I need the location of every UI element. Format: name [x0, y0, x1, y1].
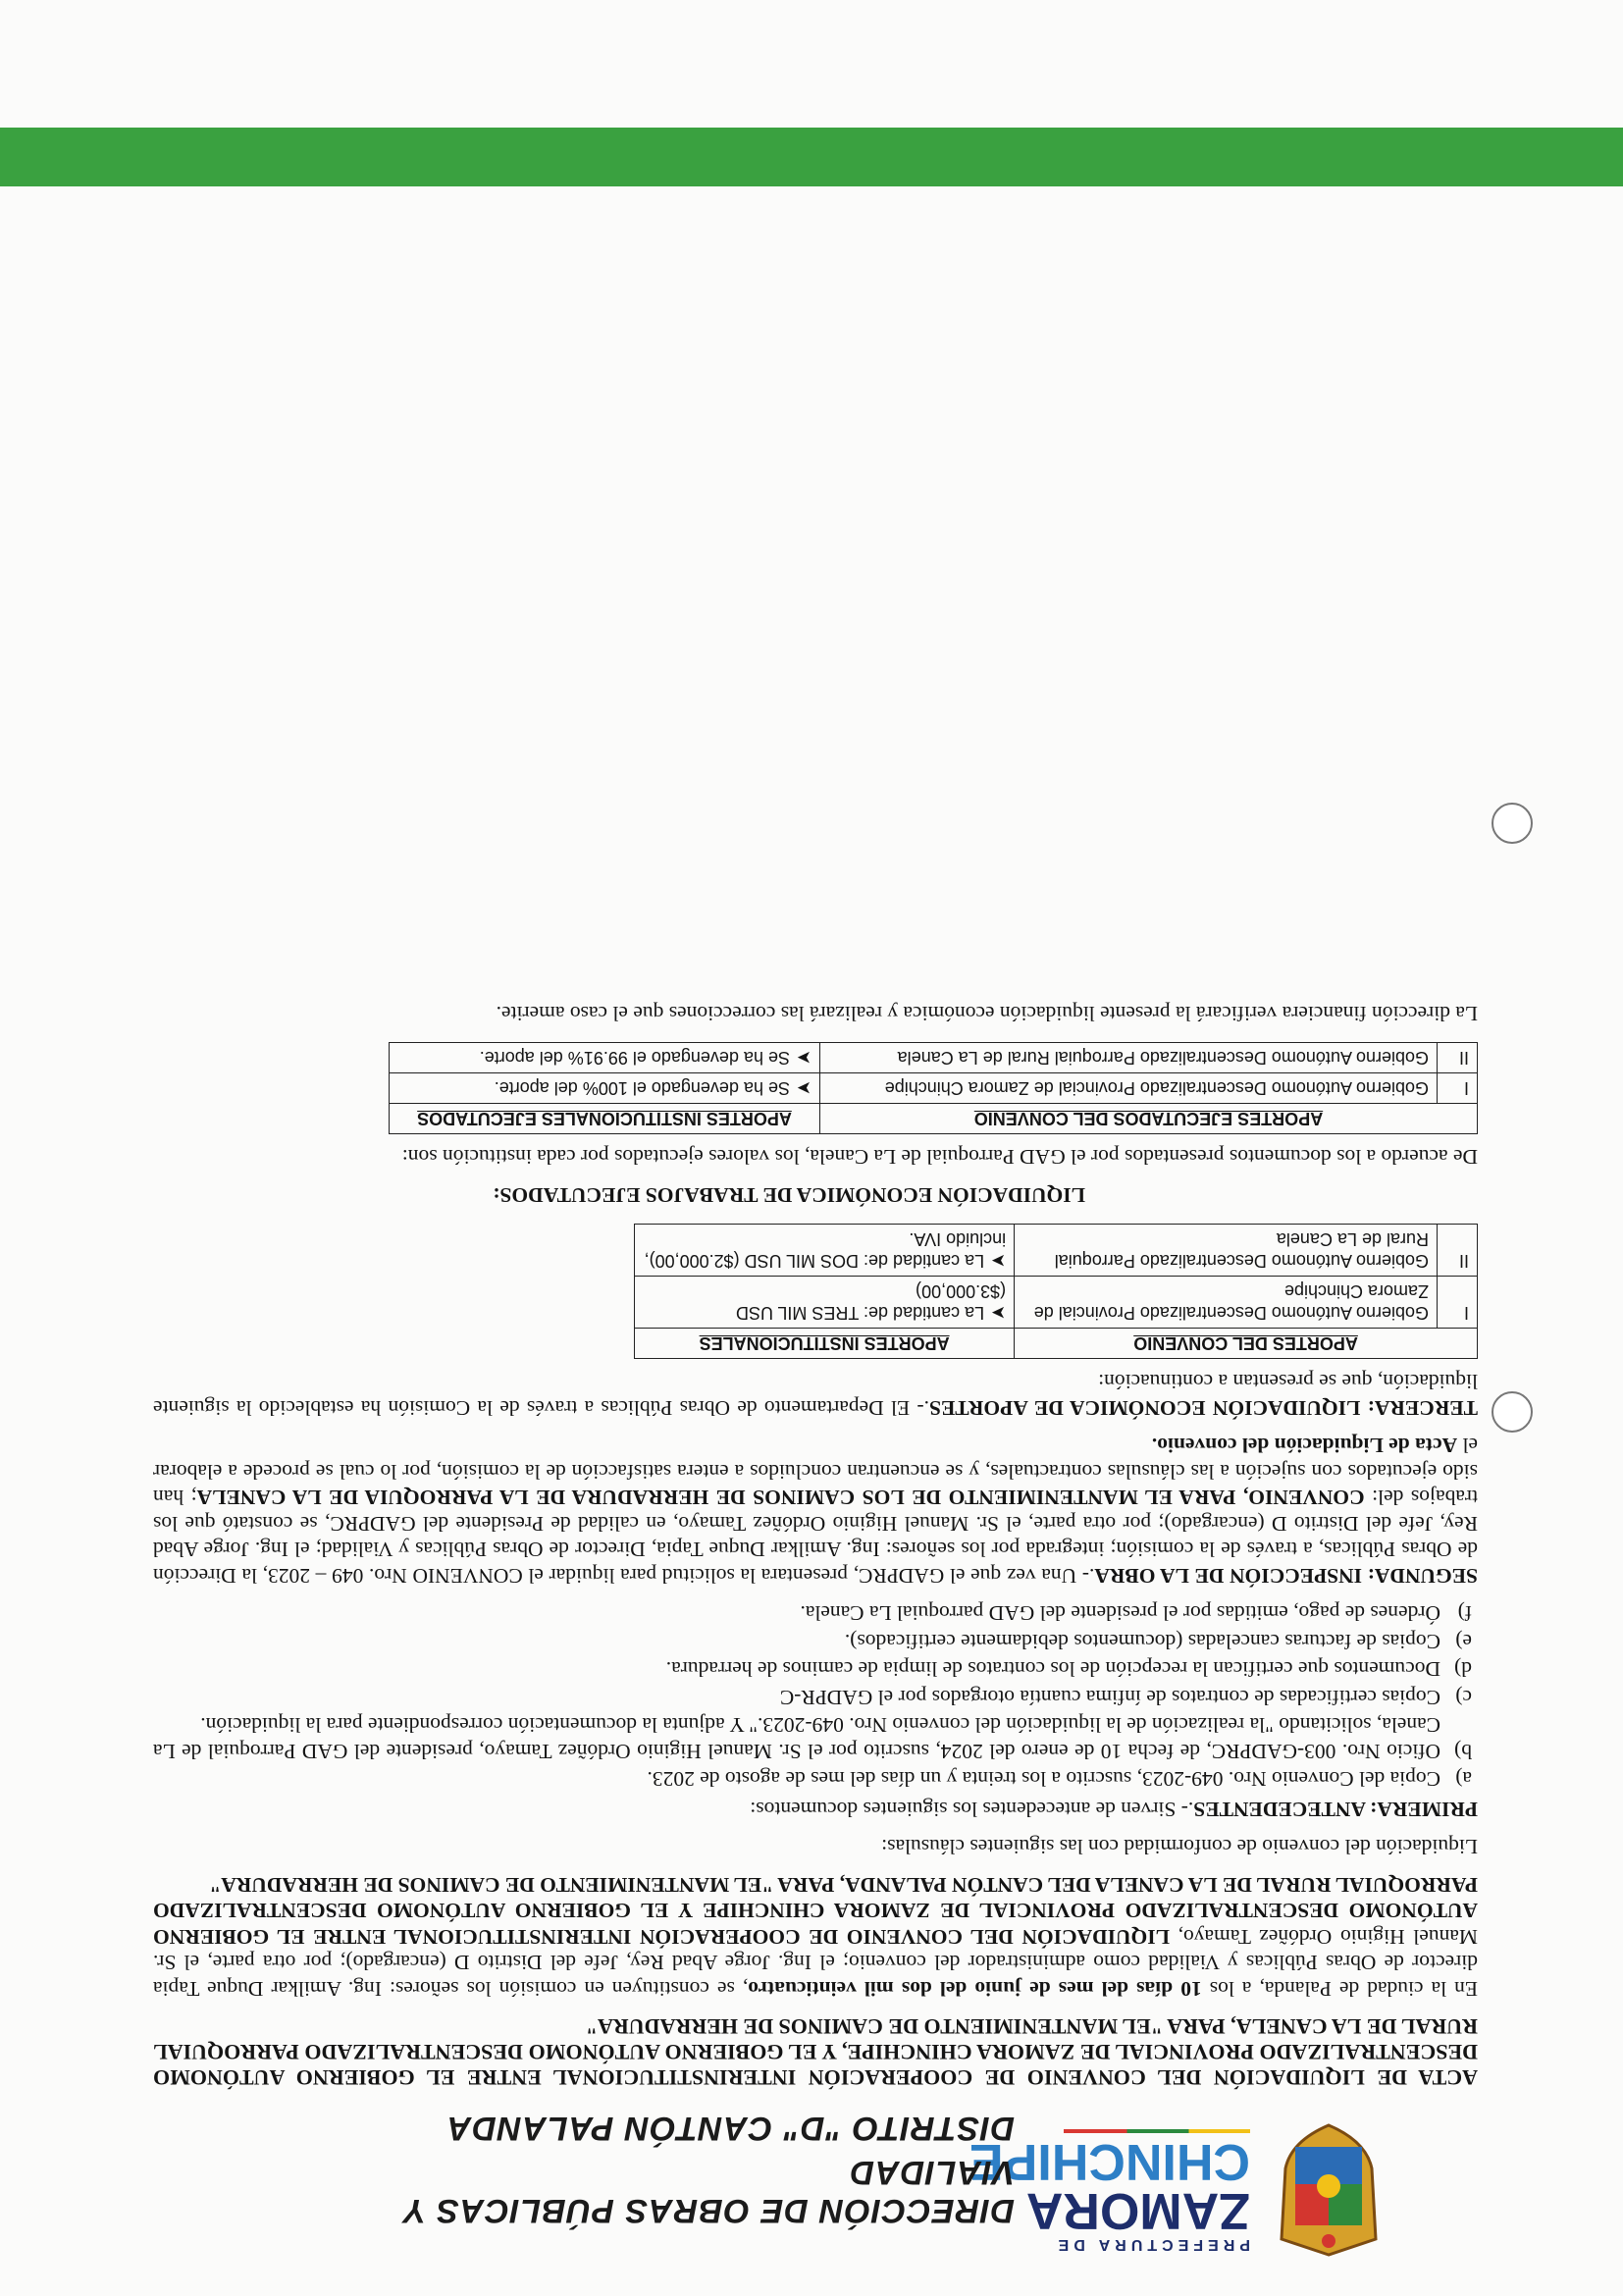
table-cell-number: I [1438, 1073, 1478, 1104]
table-cell-value [390, 1073, 820, 1104]
brand-name-line1: ZAMORA [1025, 2182, 1250, 2239]
department-heading [230, 2109, 1015, 2229]
table-row [635, 1225, 1478, 1277]
contributions-table [634, 1224, 1478, 1359]
document-title: ACTA DE LIQUIDACIÓN DEL CONVENIO DE COOPERACIÓN INTERINSTITUCIONAL ENTRE EL GOBIERNO AUTÓNOMO DESCENTRALIZADO PROVINCIAL DE ZAMORA CHINCHIPE, Y EL GOBIERNO AUTÓNOMO DESCENTRALIZADO PARROQUIAL RURAL DE LA CANELA, PARA "EL MANTENIMIENTO DE CAMINOS DE HERRADURA" [153, 2014, 1478, 2090]
arrow-bullet-icon: ➤ [796, 1048, 812, 1068]
table-cell-entity: Gobierno Autónomo Descentralizado Parroquial Rural de La Canela [819, 1043, 1437, 1073]
list-text: Copia del Convenio Nro. 049-2023, suscrito a los treinta y un días del mes de agosto de 2023. [647, 1767, 1440, 1792]
clause-second [153, 1433, 1478, 1589]
table-header: APORTES INSTITUCIONALES [635, 1329, 1015, 1359]
table-cell-value [635, 1225, 1015, 1277]
clause-first [153, 1797, 1478, 1823]
liquidation-paragraph: De acuerdo a los documentos presentados por el GAD Parroquial de La Canela, los valores ejecutados por cada institución son: [401, 1145, 1478, 1170]
table-cell-entity: Gobierno Autónomo Descentralizado Provincial de Zamora Chinchipe [1015, 1277, 1438, 1329]
clause-second-bold: CONVENIO, PARA EL MANTENIMIENTO DE LOS CAMINOS DE HERRADURA DE LA PARROQUIA DE LA CANELA [196, 1486, 1365, 1510]
list-item [153, 1629, 1472, 1655]
list-text: Oficio Nro. 003-GADPRC, de fecha 10 de enero del 2024, suscrito por el Sr. Manuel Higinio Ordóñez Tamayo, presidente del GAD Parroquial de La Canela, solicitando "la realización de la liquidación del convenio Nro. 049-2023." Y adjunta la documentación correspondiente para la liquidación. [153, 1713, 1440, 1763]
table-header: APORTES EJECUTADOS DEL CONVENIO [819, 1104, 1477, 1134]
clause-second-text-a: .- Una vez que el GADPRC, presentara la solicitud para liquidar el CONVENIO Nro. 049 – 2023, la Dirección de Obras Públicas, a través de la comisión; integrada por los señores: Ing. Amilkar Duque Tapia, Director de Obras Públicas y Vialidad; el Ing. Jorge Abad Rey, Jefe del Distrito D (encargado); por otra parte, el Sr. Manuel Higinio Ordóñez Tamayo, en calidad de Presidente del GADPRC, se constató que los trabajos del: [153, 1486, 1478, 1588]
list-letter: d) [1454, 1657, 1472, 1682]
punch-hole [1492, 803, 1533, 844]
clause-second-label: SEGUNDA: INSPECCIÓN DE LA OBRA [1094, 1564, 1478, 1588]
table-header-row [390, 1104, 1478, 1134]
value-text: La cantidad de: TRES MIL USD ($3.000,00) [736, 1281, 1007, 1323]
table-cell-entity: Gobierno Autónomo Descentralizado Provincial de Zamora Chinchipe [819, 1073, 1437, 1104]
list-text: Órdenes de pago, emitidas por el presidente del GAD parroquial La Canela. [800, 1601, 1440, 1626]
closing-paragraph: La dirección financiera verificará la presente liquidación económica y realizará las correcciones que el caso amerite. [496, 1002, 1478, 1025]
list-item [153, 1712, 1472, 1764]
table-header: APORTES DEL CONVENIO [1015, 1329, 1478, 1359]
value-text: Se ha devengado el 99.91% del aporte. [479, 1048, 790, 1068]
table-header: APORTES INSTITUCIONALES EJECUTADOS [390, 1104, 820, 1134]
clauses-intro: Liquidación del convenio de conformidad con las siguientes cláusulas: [881, 1835, 1478, 1859]
clause-third-text: .- El Departamento de Obras Públicas a través de la Comisión ha establecido la siguiente liquidación, que se presentan a continuación: [153, 1370, 1478, 1420]
list-text: Copias de facturas canceladas (documentos debidamente certificados). [844, 1630, 1440, 1653]
liquidation-heading: LIQUIDACIÓN ECONÓMICA DE TRABAJOS EJECUTADOS: [493, 1183, 1085, 1207]
table-header-row [635, 1329, 1478, 1359]
list-letter: b) [1454, 1740, 1472, 1763]
value-text: Se ha devengado el 100% del aporte. [494, 1078, 790, 1098]
intro-text-b: , se constituyen en comisión los señores: Ing. Amilkar Duque Tapia director de Obras Públicas y Vialidad como administrador del convenio; el Ing. Jorge Abad Rey, Jefe del Distrito D (encargado); por otra parte, el Sr. Manuel Higinio Ordóñez Tamayo, [153, 1925, 1478, 2001]
executed-contributions-table [389, 1042, 1478, 1134]
brand-name-line2: CHINCHIPE [969, 2133, 1250, 2190]
intro-text-a: En la ciudad de Palanda, a los [1201, 1977, 1478, 2001]
intro-bold-title: LIQUIDACIÓN DEL CONVENIO DE COOPERACIÓN INTERINSTITUCIONAL ENTRE EL GOBIERNO AUTÓNOMO DESCENTRALIZADO PROVINCIAL DE ZAMORA CHINCHIPE Y EL GOBIERNO AUTÓNOMO DESCENTRALIZADO PARROQUIAL RURAL DE LA CANELA DEL CANTÓN PALANDA, PARA "EL MANTENIMIENTO DE CAMINOS DE HERRADURA" [153, 1873, 1478, 1949]
list-letter: f) [1457, 1601, 1472, 1626]
table-cell-value [635, 1277, 1015, 1329]
value-text: La cantidad de: DOS MIL USD ($2.000,00), incluido IVA. [644, 1229, 1007, 1271]
arrow-bullet-icon: ➤ [991, 1251, 1007, 1271]
department-name: DIRECCIÓN DE OBRAS PÚBLICAS Y VIALIDAD [403, 2154, 1015, 2229]
letterhead [230, 2110, 1387, 2276]
table-row [635, 1277, 1478, 1329]
intro-date: 10 días del mes de junio del dos mil veinticuatro [748, 1977, 1202, 2001]
list-letter: e) [1455, 1630, 1472, 1653]
arrow-bullet-icon: ➤ [991, 1303, 1007, 1323]
clause-first-text: .- Sirven de antecedentes los siguientes documentos: [750, 1798, 1194, 1821]
brand-prefix: PREFECTURA DE [1053, 2236, 1250, 2253]
list-text: Documentos que certifican la recepción de los contratos de limpia de caminos de herradura. [665, 1657, 1440, 1682]
table-cell-number: II [1438, 1225, 1478, 1277]
intro-paragraph [153, 1872, 1478, 2003]
punch-hole [1492, 1391, 1533, 1433]
district-name: DISTRITO "D" CANTÓN PALANDA [445, 2110, 1015, 2147]
clause-second-bold2: Acta de Liquidación del convenio. [1151, 1434, 1458, 1458]
clause-second-text-b: ; han sido ejecutados con sujeción a las cláusulas contractuales, y se encuentran concluidos a entera satisfacción de la comisión, por lo cual se procede a elaborar el [153, 1434, 1478, 1510]
table-cell-value [390, 1043, 820, 1073]
table-row [390, 1043, 1478, 1073]
list-item [153, 1656, 1472, 1683]
clause-third [153, 1369, 1478, 1421]
table-cell-number: I [1438, 1277, 1478, 1329]
list-text: Copias certificadas de contratos de ínfima cuantía otorgados por el GADPR-C [779, 1686, 1440, 1709]
document-body [153, 989, 1478, 2091]
clause-first-label: PRIMERA: ANTECEDENTES [1193, 1798, 1478, 1821]
footer-green-bar [0, 128, 1623, 186]
antecedentes-list [153, 1600, 1478, 1793]
list-letter: c) [1455, 1686, 1472, 1709]
list-item [153, 1685, 1472, 1711]
list-item [153, 1600, 1472, 1627]
table-cell-number: II [1438, 1043, 1478, 1073]
table-cell-entity: Gobierno Autónomo Descentralizado Parroquial Rural de La Canela [1015, 1225, 1438, 1277]
list-letter: a) [1455, 1767, 1472, 1792]
list-item [153, 1766, 1472, 1793]
arrow-bullet-icon: ➤ [796, 1078, 812, 1098]
prefecture-crest-icon [1270, 2121, 1387, 2259]
clause-third-label: TERCERA: LIQUIDACIÓN ECONÓMICA DE APORTES [929, 1396, 1478, 1420]
table-row [390, 1073, 1478, 1104]
